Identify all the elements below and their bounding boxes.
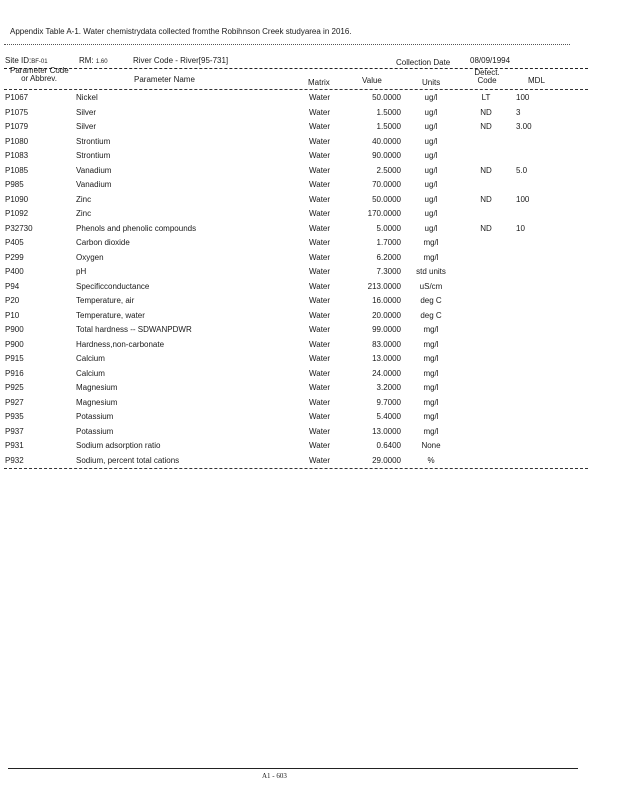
cell-units: std units	[416, 267, 446, 276]
cell-value: 1.7000	[376, 238, 401, 247]
cell-value: 70.0000	[372, 180, 401, 189]
cell-matrix: Water	[309, 383, 331, 392]
cell-param-name: Vanadium	[76, 180, 112, 189]
table-row	[0, 340, 618, 355]
cell-matrix: Water	[309, 223, 331, 233]
cell-matrix: Water	[309, 267, 331, 276]
cell-units: deg C	[420, 296, 442, 305]
cell-detect-code: ND	[480, 223, 492, 233]
cell-mdl: 3.00	[516, 122, 532, 131]
cell-param-code: P931	[5, 441, 24, 450]
cell-value: 13.0000	[372, 354, 401, 363]
cell-param-name: Calcium	[76, 368, 105, 378]
cell-units: mg/l	[423, 339, 439, 349]
cell-units: uS/cm	[419, 281, 443, 291]
cell-units: %	[427, 455, 435, 465]
site-id-value: BF-01	[31, 59, 48, 65]
cell-param-code: P1092	[5, 209, 29, 218]
river-code: River Code - River[95-731]	[133, 56, 229, 65]
cell-units: deg C	[420, 310, 442, 320]
cell-param-code: P927	[5, 397, 24, 407]
cell-mdl: 10	[516, 223, 525, 233]
cell-value: 0.6400	[376, 441, 401, 450]
cell-param-name: Temperature, water	[76, 310, 145, 320]
cell-units: mg/l	[423, 354, 439, 363]
cell-value: 90.0000	[372, 151, 401, 160]
header-parameter-code-line1: Parameter Code	[10, 66, 69, 75]
table-row	[0, 180, 618, 195]
cell-units: mg/l	[423, 426, 439, 436]
cell-param-name: Total hardness -- SDWANPDWR	[76, 325, 192, 334]
cell-matrix: Water	[309, 455, 331, 465]
site-id-label: Site ID:	[5, 56, 32, 65]
cell-param-code: P985	[5, 180, 24, 189]
header-matrix: Matrix	[308, 78, 330, 87]
cell-value: 5.4000	[376, 412, 401, 421]
header-detect-line2: Code	[477, 76, 497, 85]
cell-param-code: P20	[5, 296, 20, 305]
cell-units: mg/l	[423, 325, 439, 334]
cell-param-name: Silver	[76, 107, 97, 117]
cell-units: ug/l	[424, 93, 438, 102]
cell-param-code: P900	[5, 339, 24, 349]
cell-matrix: Water	[309, 93, 331, 102]
cell-param-name: Magnesium	[76, 397, 118, 407]
cell-value: 7.3000	[376, 267, 401, 276]
site-id	[5, 56, 48, 65]
table-row	[0, 354, 618, 369]
cell-matrix: Water	[309, 252, 331, 262]
cell-value: 170.0000	[367, 209, 401, 218]
cell-matrix: Water	[309, 151, 331, 160]
table-row	[0, 93, 618, 108]
rm-label: RM:	[79, 56, 94, 65]
cell-param-name: Sodium, percent total cations	[76, 455, 180, 465]
table-row	[0, 151, 618, 166]
cell-matrix: Water	[309, 325, 331, 334]
header-value: Value	[362, 76, 382, 85]
cell-param-name: Phenols and phenolic compounds	[76, 223, 197, 233]
table-row	[0, 369, 618, 384]
cell-param-code: P10	[5, 310, 20, 320]
cell-value: 20.0000	[372, 310, 401, 320]
cell-matrix: Water	[309, 296, 331, 305]
cell-matrix: Water	[309, 441, 331, 450]
table-row	[0, 427, 618, 442]
table-title: Appendix Table A-1. Water chemistrydata collected fromthe Robihnson Creek studyarea in 2016.	[10, 27, 352, 36]
cell-units: ug/l	[424, 122, 438, 131]
footer-rule	[8, 768, 578, 769]
cell-value: 2.5000	[376, 165, 401, 175]
cell-units: ug/l	[424, 136, 438, 146]
header-parameter-code	[10, 67, 68, 83]
cell-matrix: Water	[309, 339, 331, 349]
table-row	[0, 253, 618, 268]
header-parameter-name: Parameter Name	[134, 75, 195, 84]
cell-value: 50.0000	[372, 194, 401, 204]
table-bottom-rule	[4, 468, 588, 469]
cell-param-name: Specificconductance	[76, 281, 150, 291]
collection-date-label: Collection Date	[396, 58, 451, 67]
cell-param-name: Silver	[76, 122, 97, 131]
cell-value: 99.0000	[372, 325, 401, 334]
cell-value: 16.0000	[372, 296, 401, 305]
cell-param-name: Oxygen	[76, 252, 104, 262]
cell-value: 1.5000	[376, 122, 401, 131]
table-row	[0, 137, 618, 152]
cell-value: 13.0000	[372, 426, 401, 436]
table-row	[0, 441, 618, 456]
cell-detect-code: ND	[480, 194, 492, 204]
river-mile	[79, 56, 108, 65]
header-units: Units	[422, 78, 441, 87]
table-row	[0, 224, 618, 239]
cell-units: ug/l	[424, 151, 438, 160]
cell-matrix: Water	[309, 238, 331, 247]
table-row	[0, 296, 618, 311]
cell-matrix: Water	[309, 426, 331, 436]
cell-matrix: Water	[309, 281, 331, 291]
cell-detect-code: LT	[481, 93, 491, 102]
table-row	[0, 282, 618, 297]
cell-param-code: P1085	[5, 165, 29, 175]
rm-value: 1.60	[95, 59, 108, 65]
cell-param-code: P900	[5, 325, 24, 334]
cell-param-code: P94	[5, 281, 20, 291]
table-row	[0, 412, 618, 427]
cell-param-name: Hardness,non-carbonate	[76, 339, 165, 349]
cell-param-code: P937	[5, 426, 24, 436]
cell-matrix: Water	[309, 194, 331, 204]
cell-param-code: P925	[5, 383, 24, 392]
cell-value: 213.0000	[367, 281, 401, 291]
cell-matrix: Water	[309, 397, 331, 407]
cell-units: ug/l	[424, 223, 438, 233]
cell-matrix: Water	[309, 209, 331, 218]
cell-param-name: pH	[76, 267, 87, 276]
cell-param-name: Potassium	[76, 426, 114, 436]
cell-param-code: P1079	[5, 122, 29, 131]
cell-value: 40.0000	[372, 136, 401, 146]
collection-date: 08/09/1994	[470, 56, 511, 65]
cell-value: 24.0000	[372, 368, 401, 378]
cell-param-code: P1083	[5, 151, 29, 160]
cell-param-code: P1090	[5, 194, 29, 204]
cell-matrix: Water	[309, 412, 331, 421]
cell-param-name: Zinc	[76, 194, 92, 204]
cell-units: mg/l	[423, 412, 439, 421]
header-detect-code	[472, 69, 502, 85]
cell-units: mg/l	[423, 368, 439, 378]
cell-param-code: P935	[5, 412, 24, 421]
cell-param-name: Strontium	[76, 151, 111, 160]
table-row	[0, 311, 618, 326]
cell-detect-code: ND	[480, 122, 492, 131]
cell-param-code: P916	[5, 368, 24, 378]
table-row	[0, 267, 618, 282]
cell-mdl: 100	[516, 93, 530, 102]
table-row	[0, 383, 618, 398]
table-row	[0, 122, 618, 137]
cell-value: 9.7000	[376, 397, 401, 407]
cell-units: ug/l	[424, 107, 438, 117]
cell-detect-code: ND	[480, 165, 492, 175]
cell-param-code: P1067	[5, 93, 29, 102]
cell-param-code: P32730	[5, 223, 33, 233]
cell-mdl: 100	[516, 194, 530, 204]
cell-matrix: Water	[309, 165, 331, 175]
cell-units: ug/l	[424, 180, 438, 189]
page-number: A1 - 603	[262, 772, 287, 780]
cell-param-name: Vanadium	[76, 165, 112, 175]
table-row	[0, 398, 618, 413]
cell-param-name: Temperature, air	[76, 296, 135, 305]
cell-matrix: Water	[309, 122, 331, 131]
cell-units: ug/l	[424, 209, 438, 218]
cell-param-code: P915	[5, 354, 24, 363]
title-divider	[4, 44, 570, 45]
cell-param-name: Nickel	[76, 93, 98, 102]
cell-param-code: P932	[5, 455, 24, 465]
cell-units: mg/l	[423, 383, 439, 392]
cell-param-name: Sodium adsorption ratio	[76, 441, 161, 450]
cell-detect-code: ND	[480, 107, 492, 117]
table-row	[0, 325, 618, 340]
cell-mdl: 3	[516, 107, 521, 117]
cell-matrix: Water	[309, 107, 331, 117]
cell-units: mg/l	[423, 252, 439, 262]
cell-param-name: Carbon dioxide	[76, 238, 130, 247]
table-row	[0, 195, 618, 210]
cell-value: 50.0000	[372, 93, 401, 102]
cell-param-code: P1080	[5, 136, 29, 146]
cell-units: mg/l	[423, 397, 439, 407]
cell-param-name: Calcium	[76, 354, 105, 363]
table-row	[0, 209, 618, 224]
cell-units: mg/l	[423, 238, 439, 247]
header-bottom-rule	[4, 89, 588, 90]
cell-units: ug/l	[424, 165, 438, 175]
cell-param-name: Strontium	[76, 136, 111, 146]
table-row	[0, 166, 618, 181]
cell-value: 5.0000	[376, 223, 401, 233]
cell-param-name: Magnesium	[76, 383, 118, 392]
cell-matrix: Water	[309, 354, 331, 363]
cell-matrix: Water	[309, 136, 331, 146]
cell-value: 3.2000	[376, 383, 401, 392]
cell-matrix: Water	[309, 368, 331, 378]
cell-value: 83.0000	[372, 339, 401, 349]
header-mdl: MDL	[528, 76, 545, 85]
cell-param-code: P1075	[5, 107, 29, 117]
cell-param-code: P405	[5, 238, 24, 247]
table-row	[0, 238, 618, 253]
cell-matrix: Water	[309, 310, 331, 320]
header-parameter-code-line2: or Abbrev.	[21, 74, 57, 83]
cell-units: None	[421, 441, 441, 450]
cell-param-name: Zinc	[76, 209, 92, 218]
cell-matrix: Water	[309, 180, 331, 189]
cell-param-code: P400	[5, 267, 24, 276]
header-detect-line1: Detect.	[474, 68, 500, 77]
cell-value: 6.2000	[376, 252, 401, 262]
cell-value: 29.0000	[372, 455, 401, 465]
cell-param-name: Potassium	[76, 412, 114, 421]
cell-value: 1.5000	[376, 107, 401, 117]
cell-param-code: P299	[5, 252, 24, 262]
table-row	[0, 108, 618, 123]
cell-units: ug/l	[424, 194, 438, 204]
cell-mdl: 5.0	[516, 165, 528, 175]
